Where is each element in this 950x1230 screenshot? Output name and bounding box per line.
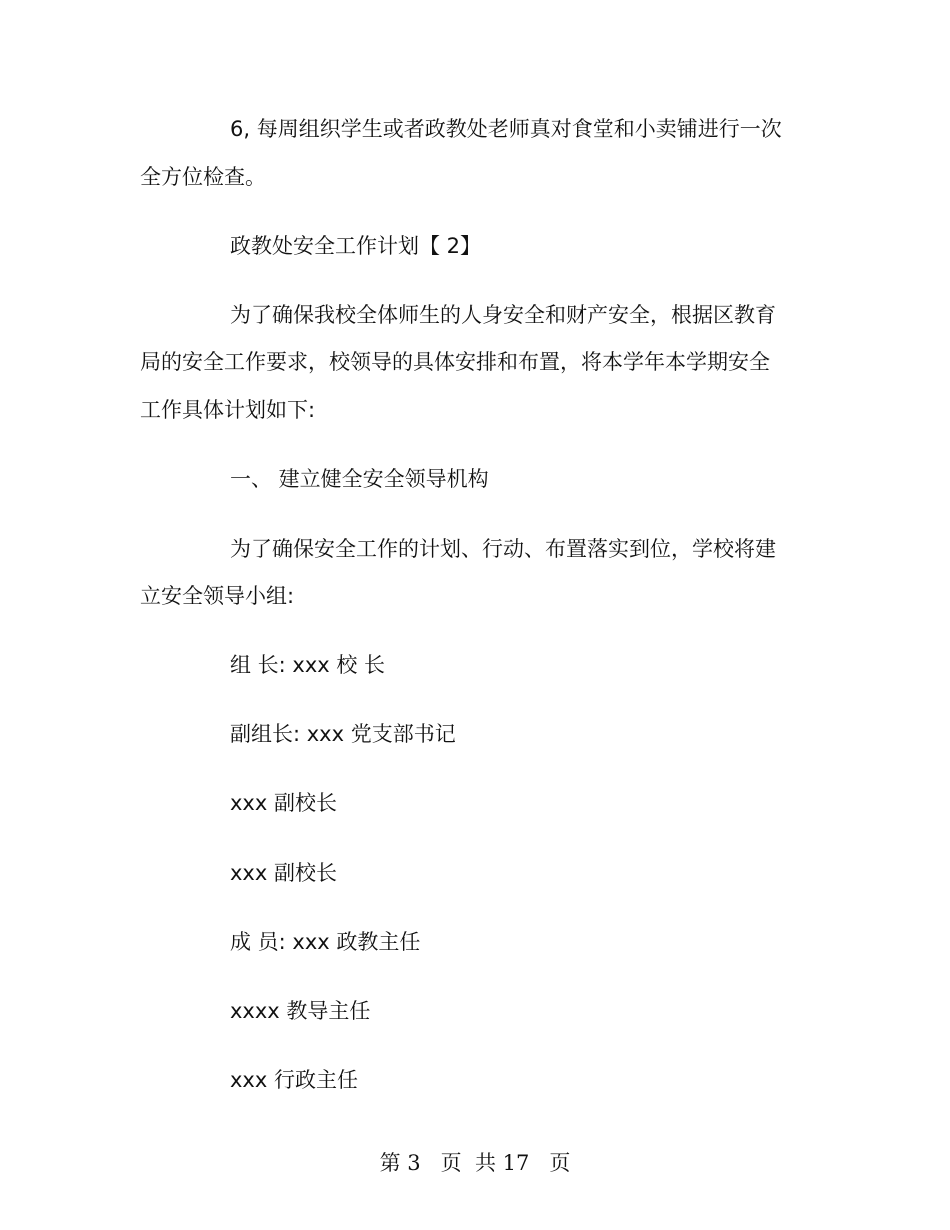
roster-line: xxx 副校长 bbox=[230, 791, 337, 815]
paragraph-line: 工作具体计划如下: bbox=[140, 398, 316, 422]
roster-line: xxx 副校长 bbox=[230, 861, 337, 885]
paragraph-line: 立安全领导小组: bbox=[140, 584, 295, 608]
roster-line: xxx 行政主任 bbox=[230, 1068, 358, 1092]
paragraph-line: 为了确保我校全体师生的人身安全和财产安全，根据区教育 bbox=[230, 303, 776, 327]
roster-line: 组 长: xxx 校 长 bbox=[230, 653, 386, 677]
paragraph-line: 全方位检查。 bbox=[140, 165, 266, 189]
page-number-footer: 第 3 页 共 17 页 bbox=[379, 1151, 571, 1175]
section-heading: 政教处安全工作计划【 2】 bbox=[230, 234, 482, 258]
paragraph-line: 6, 每周组织学生或者政教处老师真对食堂和小卖铺进行一次 bbox=[230, 117, 782, 141]
roster-line: 成 员: xxx 政教主任 bbox=[230, 930, 421, 954]
paragraph-line: 为了确保安全工作的计划、行动、布置落实到位，学校将建 bbox=[230, 537, 776, 561]
paragraph-line: 局的安全工作要求，校领导的具体安排和布置，将本学年本学期安全 bbox=[140, 350, 770, 374]
section-heading: 一、 建立健全安全领导机构 bbox=[230, 467, 489, 491]
roster-line: xxxx 教导主任 bbox=[230, 999, 371, 1023]
roster-line: 副组长: xxx 党支部书记 bbox=[230, 722, 456, 746]
